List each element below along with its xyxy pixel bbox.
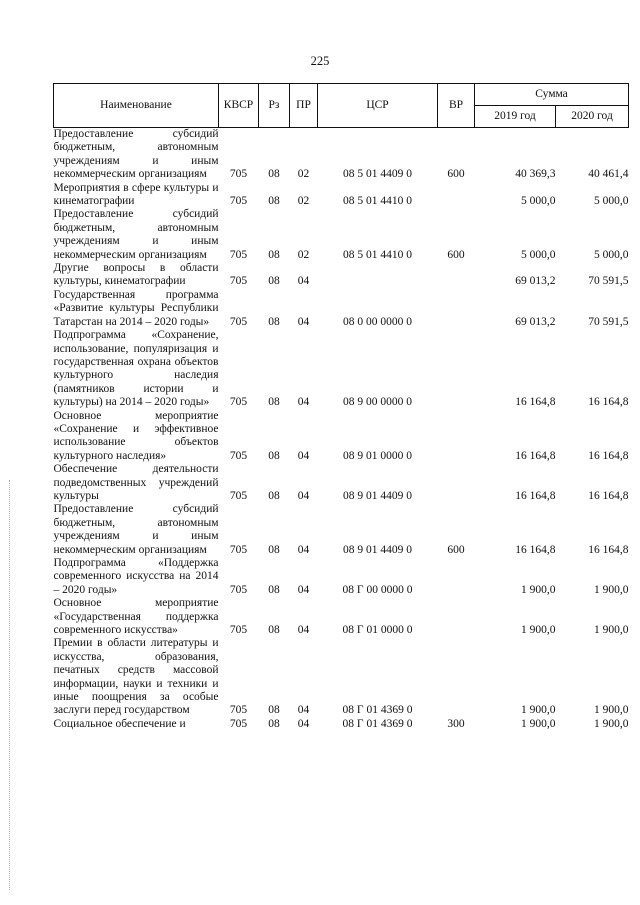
cell-sum-2019: 69 013,2 <box>515 275 556 288</box>
cell-vr <box>438 329 475 409</box>
cell-sum-2020: 70 591,5 <box>588 315 629 328</box>
cell-vr: 300 <box>447 717 465 730</box>
cell-rz: 08 <box>268 195 280 208</box>
cell-sum-2020: 1 900,0 <box>594 717 629 730</box>
cell-sum-2019: 40 369,3 <box>515 168 556 181</box>
header-rz: Рз <box>259 84 290 128</box>
table-row <box>54 503 629 557</box>
cell-kvsr: 705 <box>229 704 248 717</box>
cell-sum-2019: 5 000,0 <box>521 195 556 208</box>
cell-kvsr: 705 <box>229 396 248 409</box>
cell-pr: 04 <box>297 543 310 556</box>
cell-csr: 08 9 01 4409 0 <box>343 543 412 556</box>
cell-kvsr: 705 <box>229 275 248 288</box>
cell-kvsr: 705 <box>229 717 248 730</box>
cell-sum-2019: 1 900,0 <box>521 583 556 596</box>
cell-sum-2019: 5 000,0 <box>521 248 556 261</box>
cell-sum-2019: 1 900,0 <box>521 624 556 637</box>
cell-name: Предоставление субсидий бюджетным, автономным учреждениям и иным некоммерческим организациям <box>53 208 219 261</box>
table-row <box>54 718 629 731</box>
table-row <box>54 597 629 637</box>
cell-csr: 08 Г 01 0000 0 <box>342 624 413 637</box>
cell-csr: 08 5 01 4409 0 <box>343 168 412 181</box>
cell-csr: 08 9 01 0000 0 <box>343 449 412 462</box>
cell-name: Социальное обеспечение и <box>53 717 186 730</box>
header-name: Наименование <box>54 84 219 128</box>
cell-sum-2020: 70 591,5 <box>588 275 629 288</box>
cell-sum-2020: 16 164,8 <box>588 396 629 409</box>
cell-pr: 04 <box>297 449 310 462</box>
cell-rz: 08 <box>268 449 280 462</box>
cell-pr: 04 <box>297 489 310 502</box>
cell-rz: 08 <box>268 489 280 502</box>
cell-rz: 08 <box>268 168 280 181</box>
cell-csr: 08 Г 00 0000 0 <box>342 583 413 596</box>
cell-vr: 600 <box>447 543 465 556</box>
cell-name: Другие вопросы в области культуры, кинематографии <box>53 262 219 288</box>
cell-kvsr: 705 <box>229 449 248 462</box>
cell-pr: 04 <box>297 717 310 730</box>
cell-pr: 04 <box>297 583 310 596</box>
cell-vr <box>438 182 475 209</box>
header-pr: ПР <box>290 84 318 128</box>
table-row <box>54 637 629 717</box>
table-row <box>54 463 629 503</box>
cell-rz: 08 <box>268 717 280 730</box>
margin-dotted-line <box>9 480 11 890</box>
cell-rz: 08 <box>268 624 280 637</box>
cell-name: Предоставление субсидий бюджетным, автономным учреждениям и иным некоммерческим организациям <box>53 128 219 181</box>
cell-kvsr: 705 <box>229 168 248 181</box>
table-row <box>54 557 629 597</box>
cell-sum-2020: 16 164,8 <box>588 543 629 556</box>
cell-sum-2020: 16 164,8 <box>588 449 629 462</box>
cell-vr <box>438 557 475 597</box>
cell-csr: 08 9 00 0000 0 <box>343 396 412 409</box>
cell-pr: 02 <box>297 168 310 181</box>
table-row <box>54 208 629 262</box>
cell-sum-2019: 1 900,0 <box>521 704 556 717</box>
cell-kvsr: 705 <box>229 248 248 261</box>
cell-pr: 02 <box>297 195 310 208</box>
cell-csr <box>318 262 438 289</box>
cell-sum-2019: 16 164,8 <box>515 489 556 502</box>
cell-name: Премии в области литературы и искусства, образования, печатных средств массовой информации, науки и техники и иные поощрения за особые заслуги перед государством <box>53 637 219 717</box>
cell-csr: 08 Г 01 4369 0 <box>342 717 413 730</box>
cell-vr <box>438 463 475 503</box>
cell-pr: 04 <box>297 624 310 637</box>
cell-vr <box>438 597 475 637</box>
cell-vr <box>438 262 475 289</box>
cell-sum-2020: 5 000,0 <box>594 248 629 261</box>
cell-sum-2019: 1 900,0 <box>521 717 556 730</box>
cell-kvsr: 705 <box>229 543 248 556</box>
cell-vr: 600 <box>447 248 465 261</box>
cell-rz: 08 <box>268 704 280 717</box>
cell-name: Основное мероприятие «Государственная поддержка современного искусства» <box>53 597 219 637</box>
cell-sum-2020: 1 900,0 <box>594 624 629 637</box>
cell-pr: 04 <box>297 704 310 717</box>
cell-sum-2020: 1 900,0 <box>594 704 629 717</box>
cell-name: Подпрограмма «Поддержка современного искусства на 2014 – 2020 годы» <box>53 557 219 596</box>
cell-csr: 08 0 00 0000 0 <box>343 315 412 328</box>
cell-name: Основное мероприятие «Сохранение и эффективное использование объектов культурного наследия» <box>53 409 219 462</box>
cell-rz: 08 <box>268 248 280 261</box>
table-row <box>54 182 629 209</box>
cell-vr <box>438 289 475 329</box>
cell-kvsr: 705 <box>229 624 248 637</box>
table-row <box>54 128 629 182</box>
cell-sum-2019: 16 164,8 <box>515 449 556 462</box>
cell-sum-2020: 16 164,8 <box>588 489 629 502</box>
cell-sum-2020: 40 461,4 <box>588 168 629 181</box>
cell-vr <box>438 410 475 464</box>
cell-csr: 08 5 01 4410 0 <box>343 195 412 208</box>
table-body <box>54 128 629 732</box>
cell-name: Государственная программа «Развитие культуры Республики Татарстан на 2014 – 2020 годы» <box>53 288 219 328</box>
cell-name: Мероприятия в сфере культуры и кинематографии <box>53 181 219 208</box>
header-sum: Сумма <box>475 84 629 106</box>
cell-csr: 08 5 01 4410 0 <box>343 248 412 261</box>
header-2020: 2020 год <box>556 106 629 128</box>
cell-pr: 02 <box>297 248 310 261</box>
cell-sum-2019: 16 164,8 <box>515 396 556 409</box>
cell-csr: 08 Г 01 4369 0 <box>342 704 413 717</box>
cell-rz: 08 <box>268 583 280 596</box>
cell-rz: 08 <box>268 315 280 328</box>
header-2019: 2019 год <box>475 106 556 128</box>
budget-table <box>53 83 629 731</box>
cell-sum-2020: 1 900,0 <box>594 583 629 596</box>
table-row <box>54 410 629 464</box>
cell-name: Предоставление субсидий бюджетным, автономным учреждениям и иным некоммерческим организациям <box>53 503 219 556</box>
page-number: 225 <box>310 54 330 68</box>
cell-name: Обеспечение деятельности подведомственных учреждений культуры <box>53 463 219 502</box>
cell-rz: 08 <box>268 396 280 409</box>
header-vr: ВР <box>438 84 475 128</box>
cell-vr <box>438 637 475 717</box>
cell-csr: 08 9 01 4409 0 <box>343 489 412 502</box>
cell-kvsr: 705 <box>229 195 248 208</box>
cell-vr: 600 <box>447 168 465 181</box>
table-row <box>54 289 629 329</box>
table-row <box>54 329 629 409</box>
cell-kvsr: 705 <box>229 583 248 596</box>
cell-kvsr: 705 <box>229 489 248 502</box>
header-csr: ЦСР <box>318 84 438 128</box>
cell-rz: 08 <box>268 275 280 288</box>
header-kvsr: КВСР <box>219 84 259 128</box>
cell-kvsr: 705 <box>229 315 248 328</box>
cell-sum-2020: 5 000,0 <box>594 195 629 208</box>
cell-sum-2019: 69 013,2 <box>515 315 556 328</box>
cell-name: Подпрограмма «Сохранение, использование, популяризация и государственная охрана объектов культурного наследия (памятников истории и культуры) на 2014 – 2020 годы» <box>53 329 219 409</box>
cell-pr: 04 <box>297 275 310 288</box>
cell-rz: 08 <box>268 543 280 556</box>
table-row <box>54 262 629 289</box>
cell-sum-2019: 16 164,8 <box>515 543 556 556</box>
cell-pr: 04 <box>297 396 310 409</box>
cell-pr: 04 <box>297 315 310 328</box>
